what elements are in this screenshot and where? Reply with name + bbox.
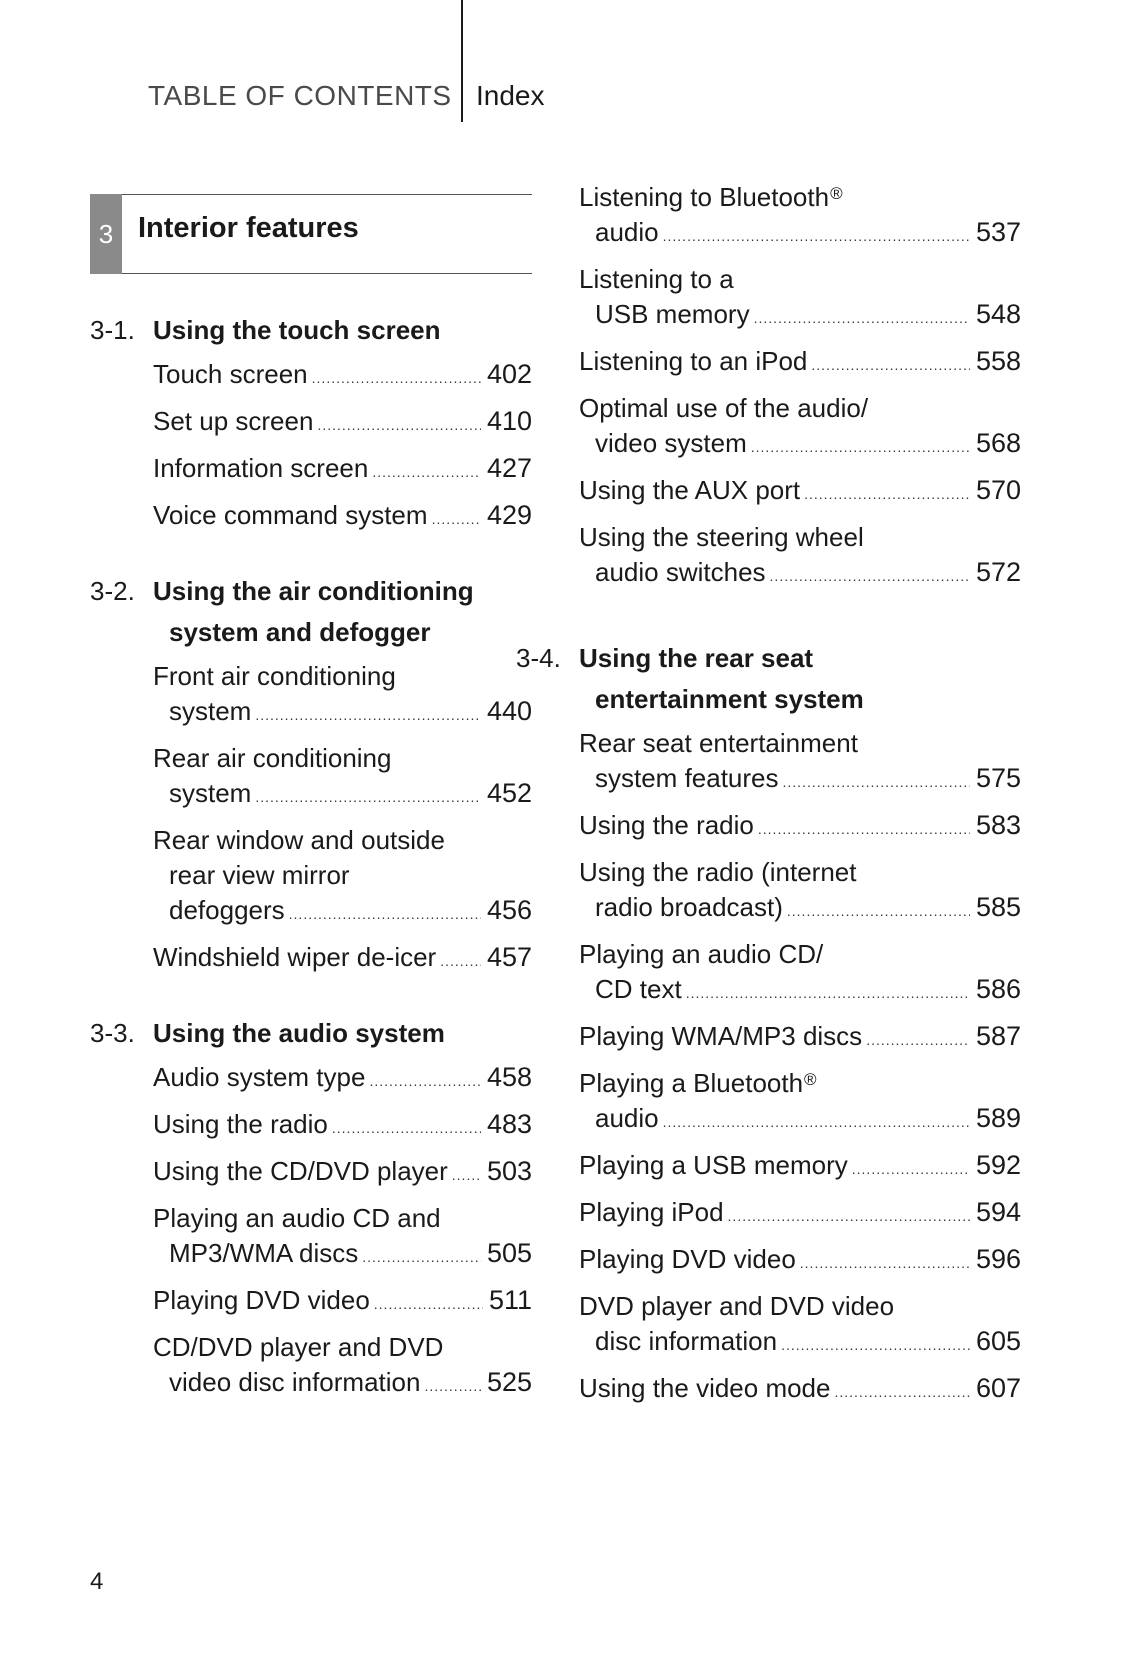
section-number: 3-2. [90, 576, 135, 606]
toc-entry[interactable]: Using the radio ..... 483 [153, 1107, 532, 1146]
page-number: 605 [975, 1326, 1021, 1356]
toc-entry[interactable]: Playing a USB memory ..... 592 [579, 1148, 1021, 1187]
page-number: 427 [486, 453, 532, 483]
toc-entry[interactable]: Listening to a USB memory ..... 548 [579, 262, 1021, 336]
chapter-number-tab: 3 [90, 194, 122, 274]
toc-entry[interactable]: Listening to Bluetooth® audio ..... 537 [579, 180, 1021, 254]
page-number: 458 [486, 1062, 532, 1092]
page-number: 525 [486, 1367, 532, 1397]
index-link[interactable]: Index [476, 80, 545, 111]
section-number: 3-4. [516, 643, 561, 673]
toc-right-column [516, 180, 1021, 1444]
page-number: 402 [486, 359, 532, 389]
toc-entry[interactable]: Set up screen ..... 410 [153, 404, 532, 443]
toc-entry[interactable]: Windshield wiper de-icer ..... 457 [153, 940, 532, 979]
page-number-footer: 4 [90, 1568, 104, 1595]
page-number: 452 [486, 778, 532, 808]
page-number: 594 [975, 1197, 1021, 1227]
page-number: 596 [975, 1244, 1021, 1274]
chapter-heading [90, 194, 532, 274]
page-number: 440 [486, 696, 532, 726]
page-number: 503 [486, 1156, 532, 1186]
toc-entry[interactable]: Playing iPod ..... 594 [579, 1195, 1021, 1234]
toc-entry[interactable]: Using the radio ..... 583 [579, 808, 1021, 847]
section-heading [90, 310, 532, 351]
toc-entry[interactable]: Using the CD/DVD player ..... 503 [153, 1154, 532, 1193]
page-number: 607 [975, 1373, 1021, 1403]
toc-entry[interactable]: Playing DVD video ..... 596 [579, 1242, 1021, 1281]
page-number: 457 [486, 942, 532, 972]
section-number: 3-3. [90, 1018, 135, 1048]
page-number: 589 [975, 1103, 1021, 1133]
page-number: 483 [486, 1109, 532, 1139]
toc-entry[interactable]: Using the video mode ..... 607 [579, 1371, 1021, 1410]
page-number: 586 [975, 974, 1021, 1004]
section-3-4 [516, 638, 1021, 1410]
toc-entry[interactable]: Listening to an iPod ..... 558 [579, 344, 1021, 383]
page-number: 583 [975, 810, 1021, 840]
divider [122, 273, 532, 274]
page-number: 587 [975, 1021, 1021, 1051]
toc-entry[interactable]: Optimal use of the audio/ video system ..... 568 [579, 391, 1021, 465]
toc-entry[interactable]: Rear air conditioning system ..... 452 [153, 741, 532, 815]
registered-mark: ® [804, 1070, 817, 1089]
section-3-3-continued [579, 180, 1021, 594]
toc-entry[interactable]: DVD player and DVD video disc information ..... 605 [579, 1289, 1021, 1363]
page-number: 548 [975, 299, 1021, 329]
section-number: 3-1. [90, 315, 135, 345]
toc-left-column [90, 310, 532, 1438]
section-title: Using the rear seat entertainment system [579, 643, 864, 714]
page-number: 410 [486, 406, 532, 436]
section-heading [90, 1013, 532, 1054]
toc-entry[interactable]: Using the steering wheel audio switches ..... 572 [579, 520, 1021, 594]
toc-entry[interactable]: Rear window and outside rear view mirror defoggers ..... 456 [153, 823, 532, 932]
toc-entry[interactable]: Touch screen ..... 402 [153, 357, 532, 396]
registered-mark: ® [830, 184, 843, 203]
page-number: 568 [975, 428, 1021, 458]
toc-entry[interactable]: Playing an audio CD and MP3/WMA discs ..... 505 [153, 1201, 532, 1275]
divider [122, 194, 532, 195]
section-title: Using the air conditioning system and defogger [153, 576, 474, 647]
toc-entry[interactable]: Rear seat entertainment system features ..... 575 [579, 726, 1021, 800]
chapter-title: Interior features [138, 212, 359, 244]
page-number: 592 [975, 1150, 1021, 1180]
toc-entry[interactable]: Audio system type ..... 458 [153, 1060, 532, 1099]
section-heading [516, 638, 1021, 720]
section-3-2 [90, 571, 532, 979]
toc-entry[interactable]: Playing WMA/MP3 discs ..... 587 [579, 1019, 1021, 1058]
toc-entry[interactable]: Voice command system ..... 429 [153, 498, 532, 537]
page-number: 575 [975, 763, 1021, 793]
toc-entry[interactable]: Information screen ..... 427 [153, 451, 532, 490]
section-title: Using the audio system [153, 1018, 445, 1048]
page-number: 505 [486, 1238, 532, 1268]
page-number: 585 [975, 892, 1021, 922]
page-number: 572 [975, 557, 1021, 587]
page-number: 570 [975, 475, 1021, 505]
page-number: 558 [975, 346, 1021, 376]
table-of-contents-link[interactable]: TABLE OF CONTENTS [148, 80, 452, 111]
section-title: Using the touch screen [153, 315, 441, 345]
toc-entry[interactable]: Front air conditioning system ..... 440 [153, 659, 532, 733]
toc-entry[interactable]: Playing an audio CD/ CD text ..... 586 [579, 937, 1021, 1011]
toc-entry[interactable]: Playing DVD video ..... 511 [153, 1283, 532, 1322]
toc-entry[interactable]: Using the radio (internet radio broadcast) ..... 585 [579, 855, 1021, 929]
section-heading [90, 571, 532, 653]
toc-entry[interactable]: Using the AUX port ..... 570 [579, 473, 1021, 512]
page-number: 537 [975, 217, 1021, 247]
page-header [0, 0, 1142, 130]
header-divider [461, 0, 463, 122]
toc-entry[interactable]: Playing a Bluetooth® audio ..... 589 [579, 1066, 1021, 1140]
toc-entry[interactable]: CD/DVD player and DVD video disc information ..... 525 [153, 1330, 532, 1404]
section-3-1 [90, 310, 532, 537]
page-number: 456 [486, 895, 532, 925]
page-number: 511 [488, 1285, 532, 1315]
page-number: 429 [486, 500, 532, 530]
section-3-3 [90, 1013, 532, 1404]
